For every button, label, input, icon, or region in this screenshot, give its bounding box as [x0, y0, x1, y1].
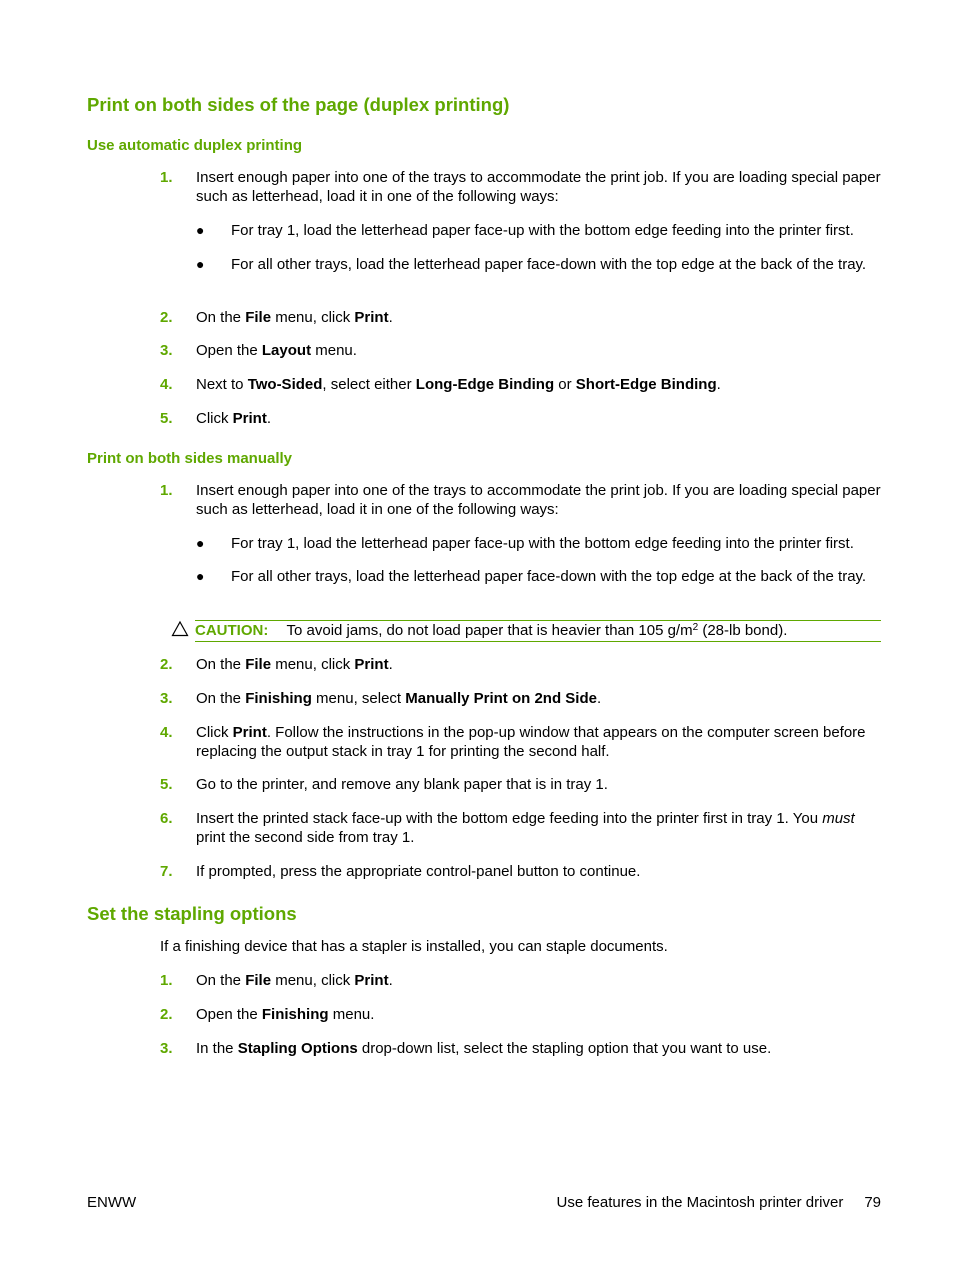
step-number: 6. — [160, 810, 173, 827]
bullet-text: For tray 1, load the letterhead paper face-up with the bottom edge feeding into the printer first. — [231, 535, 854, 552]
step-text: Insert the printed stack face-up with the bottom edge feeding into the printer first in tray 1. You must print the second side from tray 1. — [196, 810, 855, 846]
step-number: 2. — [160, 309, 173, 326]
step-text: Insert enough paper into one of the trays to accommodate the print job. If you are loading special paper such as letterhead, load it in one of the following ways: — [196, 169, 881, 205]
bullet-icon: ● — [196, 256, 205, 272]
footer-right — [557, 1193, 881, 1212]
step-text: Click Print. Follow the instructions in the pop-up window that appears on the computer screen before replacing the output stack in tray 1 for printing the second half. — [196, 724, 866, 760]
step-text: On the File menu, click Print. — [196, 656, 393, 673]
step-number: 2. — [160, 656, 173, 673]
bullet-text: For tray 1, load the letterhead paper face-up with the bottom edge feeding into the printer first. — [231, 222, 854, 239]
bullet-text: For all other trays, load the letterhead paper face-down with the top edge at the back of the tray. — [231, 256, 867, 273]
step-number: 4. — [160, 376, 173, 393]
stapling-intro: If a finishing device that has a stapler is installed, you can staple documents. — [160, 938, 668, 955]
step-number: 7. — [160, 863, 173, 880]
bullet-icon: ● — [196, 535, 205, 551]
caution-label: CAUTION: — [195, 622, 269, 639]
bullet-text: For all other trays, load the letterhead paper face-down with the top edge at the back of the tray. — [231, 568, 867, 585]
step-number: 4. — [160, 724, 173, 741]
caution-note: CAUTION: To avoid jams, do not load paper that is heavier than 105 $g/m^2$ (28-lb bond). — [195, 620, 881, 642]
step-number: 3. — [160, 690, 173, 707]
step-text: Open the Layout menu. — [196, 342, 357, 359]
step-number: 1. — [160, 972, 173, 989]
step-number: 1. — [160, 169, 173, 186]
caution-text: To avoid jams, do not load paper that is heavier than 105 g/m — [286, 622, 693, 639]
step-text: On the File menu, click Print. — [196, 309, 393, 326]
step-number: 1. — [160, 482, 173, 499]
subsection-title-manual-duplex: Print on both sides manually — [87, 450, 293, 467]
step-number: 5. — [160, 410, 173, 427]
section-title-duplex: Print on both sides of the page (duplex printing) — [87, 94, 510, 115]
subsection-title-auto-duplex: Use automatic duplex printing — [87, 137, 303, 154]
step-text: On the Finishing menu, select Manually Print on 2nd Side. — [196, 690, 602, 707]
step-text: Insert enough paper into one of the trays to accommodate the print job. If you are loading special paper such as letterhead, load it in one of the following ways: — [196, 482, 881, 518]
step-text: Open the Finishing menu. — [196, 1006, 375, 1023]
step-text: Go to the printer, and remove any blank paper that is in tray 1. — [196, 776, 608, 793]
step-text: In the Stapling Options drop-down list, select the stapling option that you want to use. — [196, 1040, 772, 1057]
footer-left: ENWW — [87, 1194, 137, 1211]
step-number: 5. — [160, 776, 173, 793]
page-number: 79 — [864, 1194, 881, 1211]
step-number: 3. — [160, 1040, 173, 1057]
section-title-stapling: Set the stapling options — [87, 903, 297, 924]
step-text: On the File menu, click Print. — [196, 972, 393, 989]
step-number: 3. — [160, 342, 173, 359]
caution-triangle-icon — [171, 620, 189, 638]
bullet-icon: ● — [196, 568, 205, 584]
step-text: Next to Two-Sided, select either Long-Edge Binding or Short-Edge Binding. — [196, 376, 721, 393]
step-text: Click Print. — [196, 410, 272, 427]
step-number: 2. — [160, 1006, 173, 1023]
bullet-icon: ● — [196, 222, 205, 238]
step-text: If prompted, press the appropriate control-panel button to continue. — [196, 863, 641, 880]
footer-title: Use features in the Macintosh printer driver — [556, 1194, 844, 1211]
